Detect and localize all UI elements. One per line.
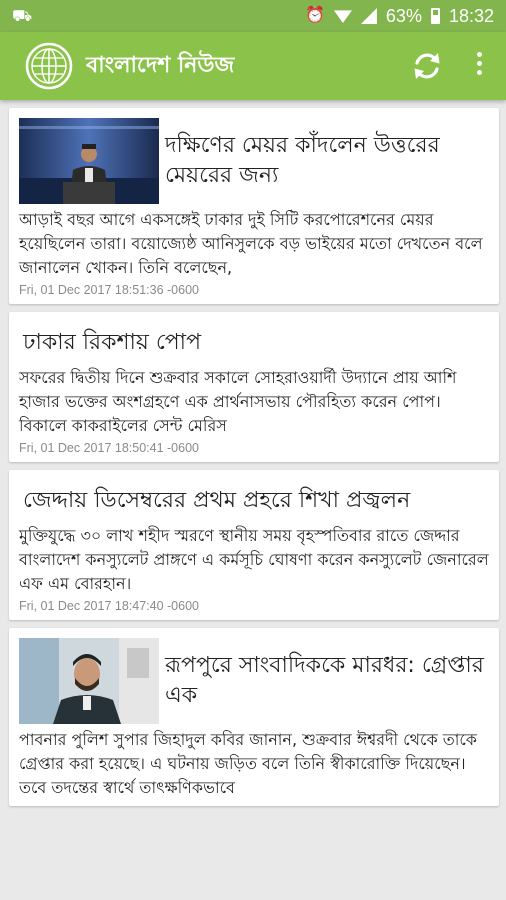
wifi-icon <box>334 9 352 23</box>
news-date: Fri, 01 Dec 2017 18:50:41 -0600 <box>19 441 199 455</box>
news-title: রূপপুরে সাংবাদিককে মারধর: গ্রেপ্তার এক <box>165 653 484 708</box>
news-title: জেদ্দায় ডিসেম্বরের প্রথম প্রহরে শিখা প্রজ্বলন <box>23 488 411 513</box>
news-date: Fri, 01 Dec 2017 18:47:40 -0600 <box>19 599 199 613</box>
news-thumbnail <box>19 118 159 204</box>
app-bar <box>0 32 506 100</box>
news-summary: মুক্তিযুদ্ধে ৩০ লাখ শহীদ স্মরণে স্থানীয় সময় বৃহস্পতিবার রাতে জেদ্দার বাংলাদেশ কনস্যুলেট প্রাঙ্গণে এ কর্মসূচি ঘোষণা করেন কনস্যুলেট জেনারেল এফ এম বোরহান। <box>19 526 489 593</box>
more-vert-icon[interactable] <box>472 52 486 80</box>
news-list <box>9 108 499 814</box>
status-bar <box>0 0 506 32</box>
news-card[interactable] <box>9 312 499 462</box>
news-date: Fri, 01 Dec 2017 18:51:36 -0600 <box>19 283 199 297</box>
battery-icon <box>431 8 440 24</box>
news-summary: আড়াই বছর আগে একসঙ্গেই ঢাকার দুই সিটি করপোরেশনের মেয়র হয়েছিলেন তারা। বয়োজ্যেষ্ঠ আনিসুলকে বড় ভাইয়ের মতো দেখতেন বলে জানালেন খোকন। তিনি বলেছেন, <box>19 210 483 277</box>
alarm-icon: ⏰ <box>305 7 325 24</box>
news-title: ঢাকার রিকশায় পোপ <box>23 330 201 355</box>
signal-icon <box>361 8 377 24</box>
news-summary: পাবনার পুলিশ সুপার জিহাদুল কবির জানান, শুক্রবার ঈশ্বরদী থেকে তাকে গ্রেপ্তার করা হয়েছে। এ ঘটনায় জড়িত বলে তিনি স্বীকারোক্তি দিয়েছেন। তবে তদন্তের স্বার্থে তাৎক্ষণিকভাবে <box>19 730 477 797</box>
clock: 18:32 <box>448 5 494 26</box>
news-summary: সফরের দ্বিতীয় দিনে শুক্রবার সকালে সোহরাওয়ার্দী উদ্যানে প্রায় আশি হাজার ভক্তের অংশগ্রহণে এক প্রার্থনাসভায় পৌরহিত্য করেন পোপ। বিকালে কাকরাইলের সেন্ট মেরিস <box>19 368 457 435</box>
refresh-icon[interactable] <box>411 50 443 82</box>
news-card[interactable] <box>9 628 499 806</box>
news-title: দক্ষিণের মেয়র কাঁদলেন উত্তরের মেয়রের জন্য <box>165 133 440 188</box>
battery-percent: 63% <box>385 5 422 26</box>
app-title: বাংলাদেশ নিউজ <box>86 53 235 78</box>
news-card[interactable] <box>9 470 499 620</box>
incognito-icon: ⛟ <box>12 6 33 25</box>
news-card[interactable] <box>9 108 499 304</box>
status-icons <box>305 5 494 27</box>
globe-icon[interactable] <box>24 41 74 91</box>
news-thumbnail <box>19 638 159 724</box>
